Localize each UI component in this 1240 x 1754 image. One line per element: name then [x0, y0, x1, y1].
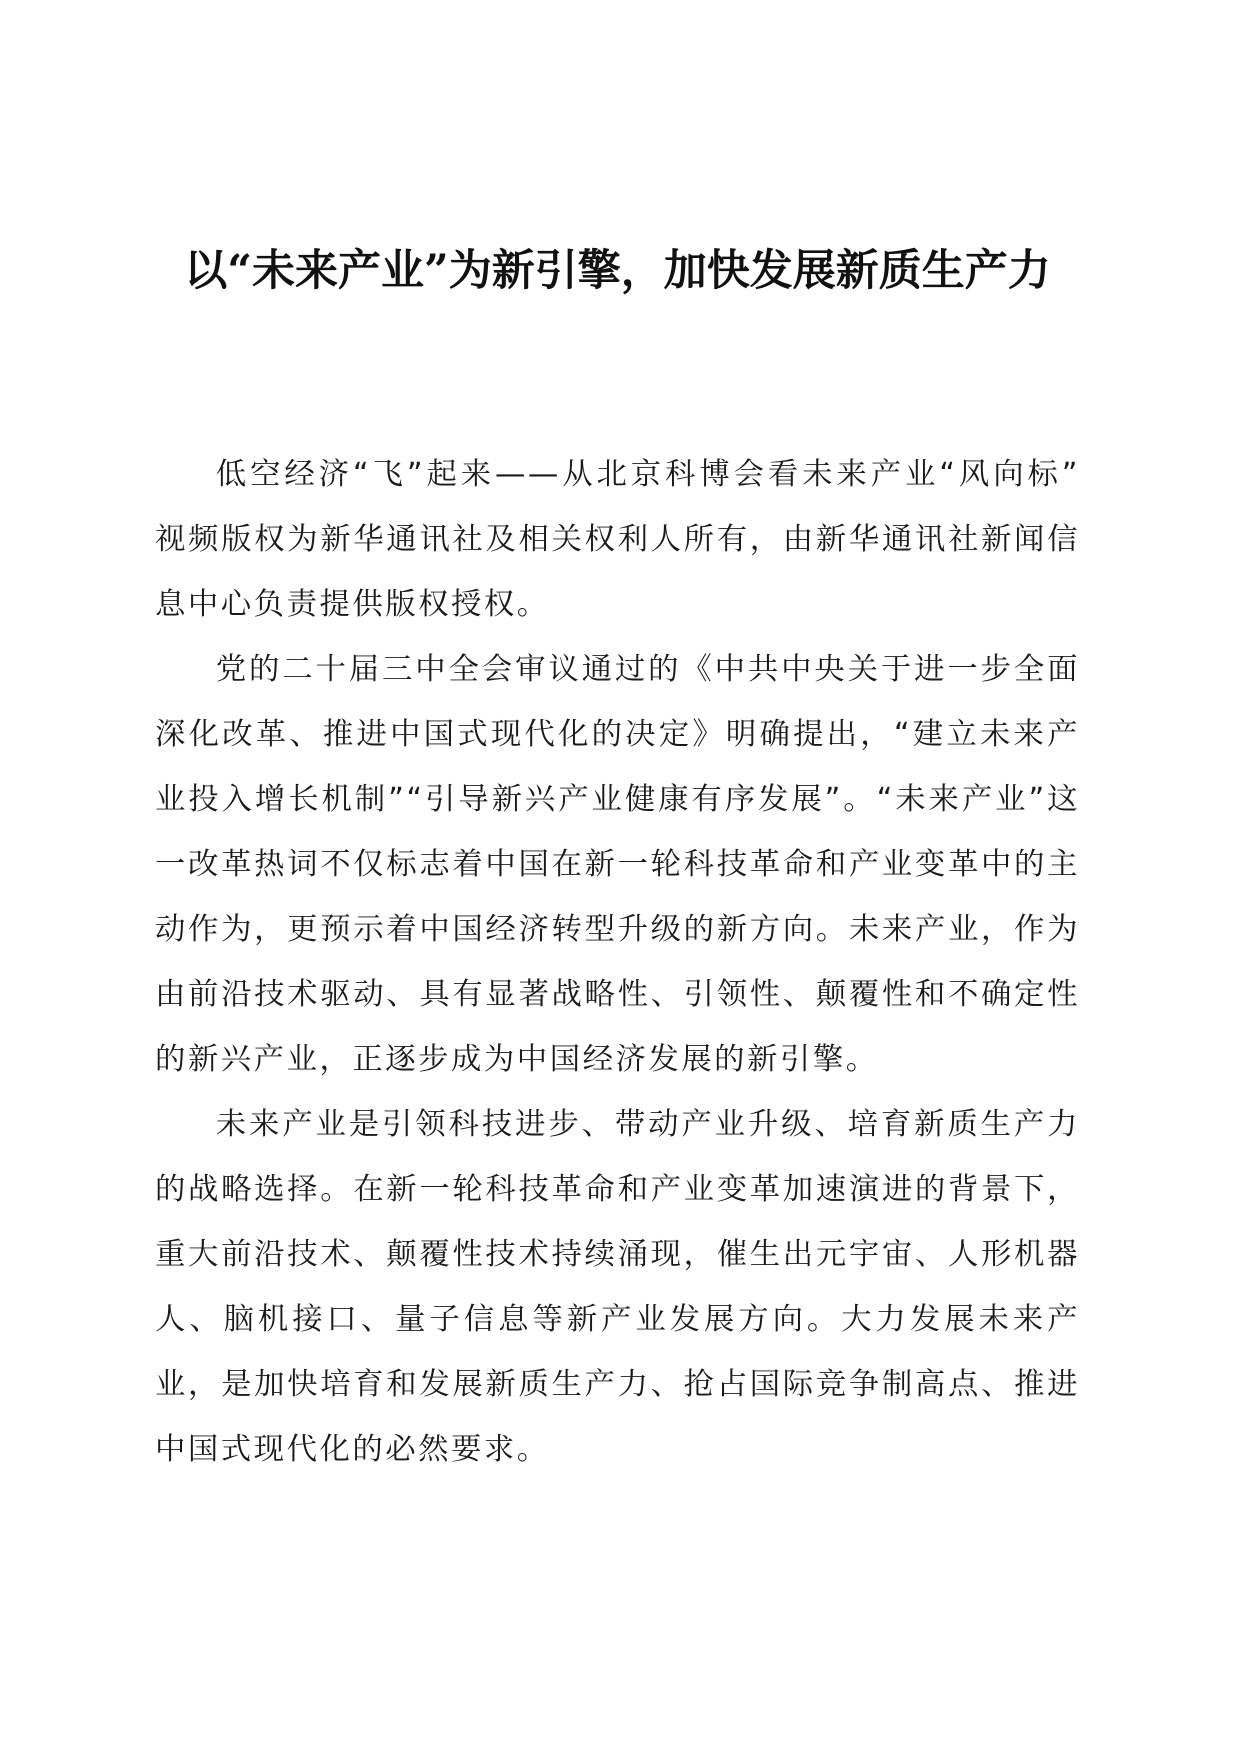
article-body: [155, 442, 1113, 1482]
paragraph-strategy: 未来产业是引领科技进步、带动产业升级、培育新质生产力的战略选择。在新一轮科技革命和产业变革加速演进的背景下，重大前沿技术、颠覆性技术持续涌现，催生出元宇宙、人形机器人、脑机接口、量子信息等新产业发展方向。大力发展未来产业，是加快培育和发展新质生产力、抢占国际竞争制高点、推进中国式现代化的必然要求。: [155, 1107, 1080, 1467]
paragraph-decision: 党的二十届三中全会审议通过的《中共中央关于进一步全面深化改革、推进中国式现代化的决定》明确提出，“建立未来产业投入增长机制”“引导新兴产业健康有序发展”。“未来产业”这一改革热词不仅标志着中国在新一轮科技革命和产业变革中的主动作为，更预示着中国经济转型升级的新方向。未来产业，作为由前沿技术驱动、具有显著战略性、引领性、颠覆性和不确定性的新兴产业，正逐步成为中国经济发展的新引擎。: [155, 652, 1080, 1077]
article-title: 以“未来产业”为新引擎，加快发展新质生产力: [184, 246, 1051, 296]
paragraph-video-credit: 低空经济“飞”起来——从北京科博会看未来产业“风向标” 视频版权为新华通讯社及相关权利人所有，由新华通讯社新闻信息中心负责提供版权授权。: [155, 457, 1113, 622]
